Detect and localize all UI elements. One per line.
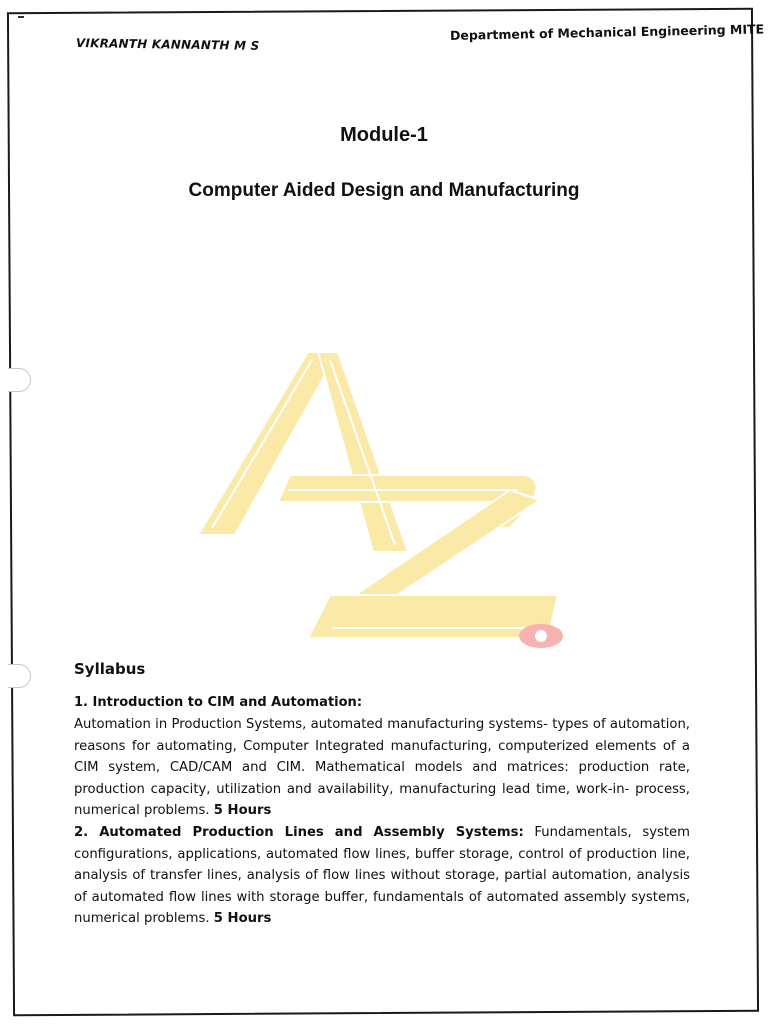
scan-mark [18,16,24,18]
section-1-body [74,714,690,822]
logo-a-left-leg [198,352,338,535]
header-department: Department of Mechanical Engineering MITE [449,21,765,43]
subject-title: Computer Aided Design and Manufacturing [188,180,580,201]
section-2-hours: 5 Hours [213,911,272,926]
syllabus-heading: Syllabus [74,660,146,678]
az-logo-watermark [190,340,580,660]
punch-hole-top [8,368,31,392]
punch-hole-bottom [8,664,31,688]
logo-z-bottom-bar [308,595,558,638]
section-2-body [74,822,690,930]
header-author: VIKRANTH KANNANTH M S [75,36,260,53]
section-2-heading: 2. Automated Production Lines and Assembly Systems: [74,825,524,840]
section-2-text: Fundamentals, system configurations, applications, automated flow lines, buffer storage, control of production line, analysis of transfer lines, analysis of flow lines without storage, partial automation, analysis of automated flow lines with storage buffer, fundamentals of automated assembly systems, numerical problems. [74,825,690,926]
module-title: Module-1 [340,124,428,146]
section-1-text: Automation in Production Systems, automated manufacturing systems- types of automation, reasons for automating, Computer Integrated manufacturing, computerized elements of a CIM system, CAD/CAM and CIM. Mathematical models and matrices: production rate, production capacity, utilization and availability, manufacturing lead time, work-in- process, numerical problems. [74,717,690,818]
section-1-heading: 1. Introduction to CIM and Automation: [74,695,363,710]
section-1-hours: 5 Hours [213,803,272,818]
